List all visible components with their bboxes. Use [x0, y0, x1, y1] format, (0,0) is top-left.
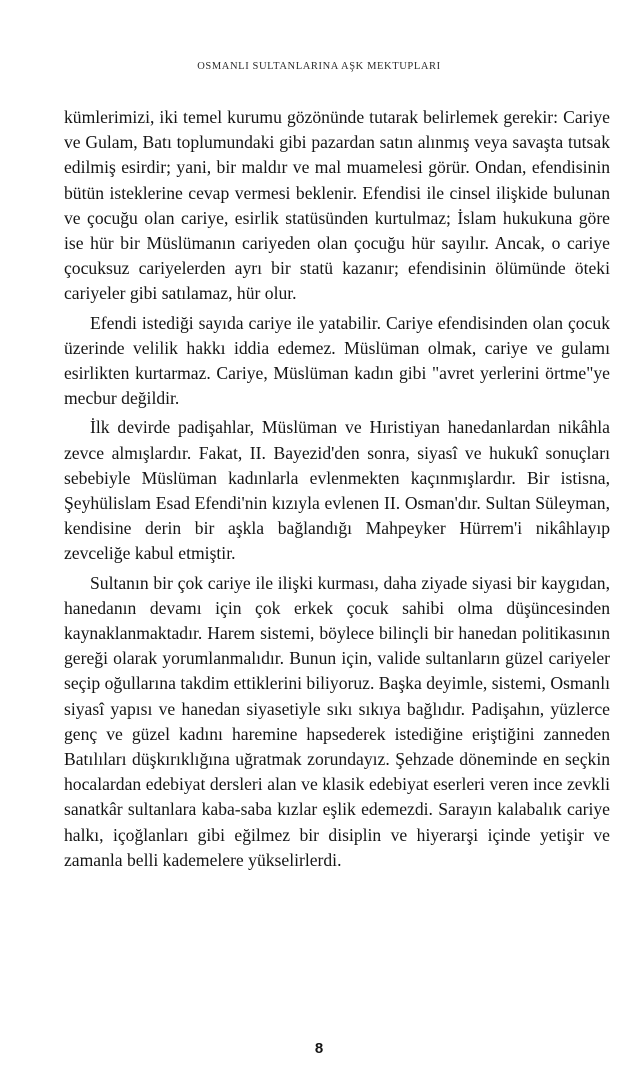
paragraph-1: kümlerimizi, iki temel kurumu gözönünde tutarak belirlemek gerekir: Cariye ve Gulam, Batı toplumundaki gibi pazardan satın alınmış veya savaşta tutsak edilmiş esirdir; yani, bir maldır ve mal muamelesi görür. Ondan, efendisinin bütün isteklerine cevap vermesi beklenir. Efendisi ile cinsel ilişkide bulunan ve çocuğu olan cariye, esirlik statüsünden kurtulmaz; İslam hukukuna göre ise hür bir Müslümanın cariyeden olan çocuğu hür sayılır. Ancak, o cariye çocuksuz cariyelerden ayrı bir statü kazanır; efendisinin ölümünde öteki cariyeler gibi satılamaz, hür olur. [64, 107, 610, 304]
paragraph-3: İlk devirde padişahlar, Müslüman ve Hıristiyan hanedanlardan nikâhla zevce almışlardır. Fakat, II. Bayezid'den sonra, siyasî ve hukukî sonuçları sebebiyle Müslüman kadınlarla evlenmekten kaçınmışlardır. Bir istisna, Şeyhülislam Esad Efendi'nin kızıyla evlenen II. Osman'dır. Sultan Süleyman, kendisine derin bir aşkla bağlandığı Mahpeyker Hürrem'i nikâhlayıp zevceliğe kabul etmiştir. [64, 417, 610, 564]
body-text [64, 105, 610, 873]
running-header: OSMANLI SULTANLARINA AŞK MEKTUPLARI [197, 61, 441, 72]
paragraph-4: Sultanın bir çok cariye ile ilişki kurması, daha ziyade siyasi bir kaygıdan, hanedanın devamı için çok erkek çocuk sahibi olma düşüncesinden kaynaklanmaktadır. Harem sistemi, böylece bilinçli bir hanedan politikasının gereği olarak yorumlanmalıdır. Bunun için, valide sultanların güzel cariyeler seçip oğullarına takdim ettiklerini biliyoruz. Başka deyimle, sistemi, Osmanlı siyasî yapısı ve hanedan siyasetiyle sıkı sıkıya bağlıdır. Padişahın, yüzlerce genç ve güzel kadını haremine hapsederek istediğine eriştiğini zanneden Batılıları düşkırıklığına uğratmak zorundayız. Şehzade döneminde en seçkin hocalardan edebiyat dersleri alan ve klasik edebiyat eserleri veren ince zevkli sanatkâr sultanlara kaba-saba kızlar eşlik edemezdi. Sarayın kalabalık cariye halkı, içoğlanları gibi eğilmez bir disiplin ve hiyerarşi içinde yetişir ve zamanla belli kademelere yükselirlerdi. [64, 572, 610, 870]
page-number: 8 [314, 1040, 324, 1057]
paragraph-2: Efendi istediği sayıda cariye ile yatabilir. Cariye efendisinden olan çocuk üzerinde velilik hakkı iddia edemez. Müslüman olmak, cariye ve gulamı esirlikten kurtarmaz. Cariye, Müslüman kadın gibi "avret yerlerini örtme"ye mecbur değildir. [64, 312, 610, 409]
